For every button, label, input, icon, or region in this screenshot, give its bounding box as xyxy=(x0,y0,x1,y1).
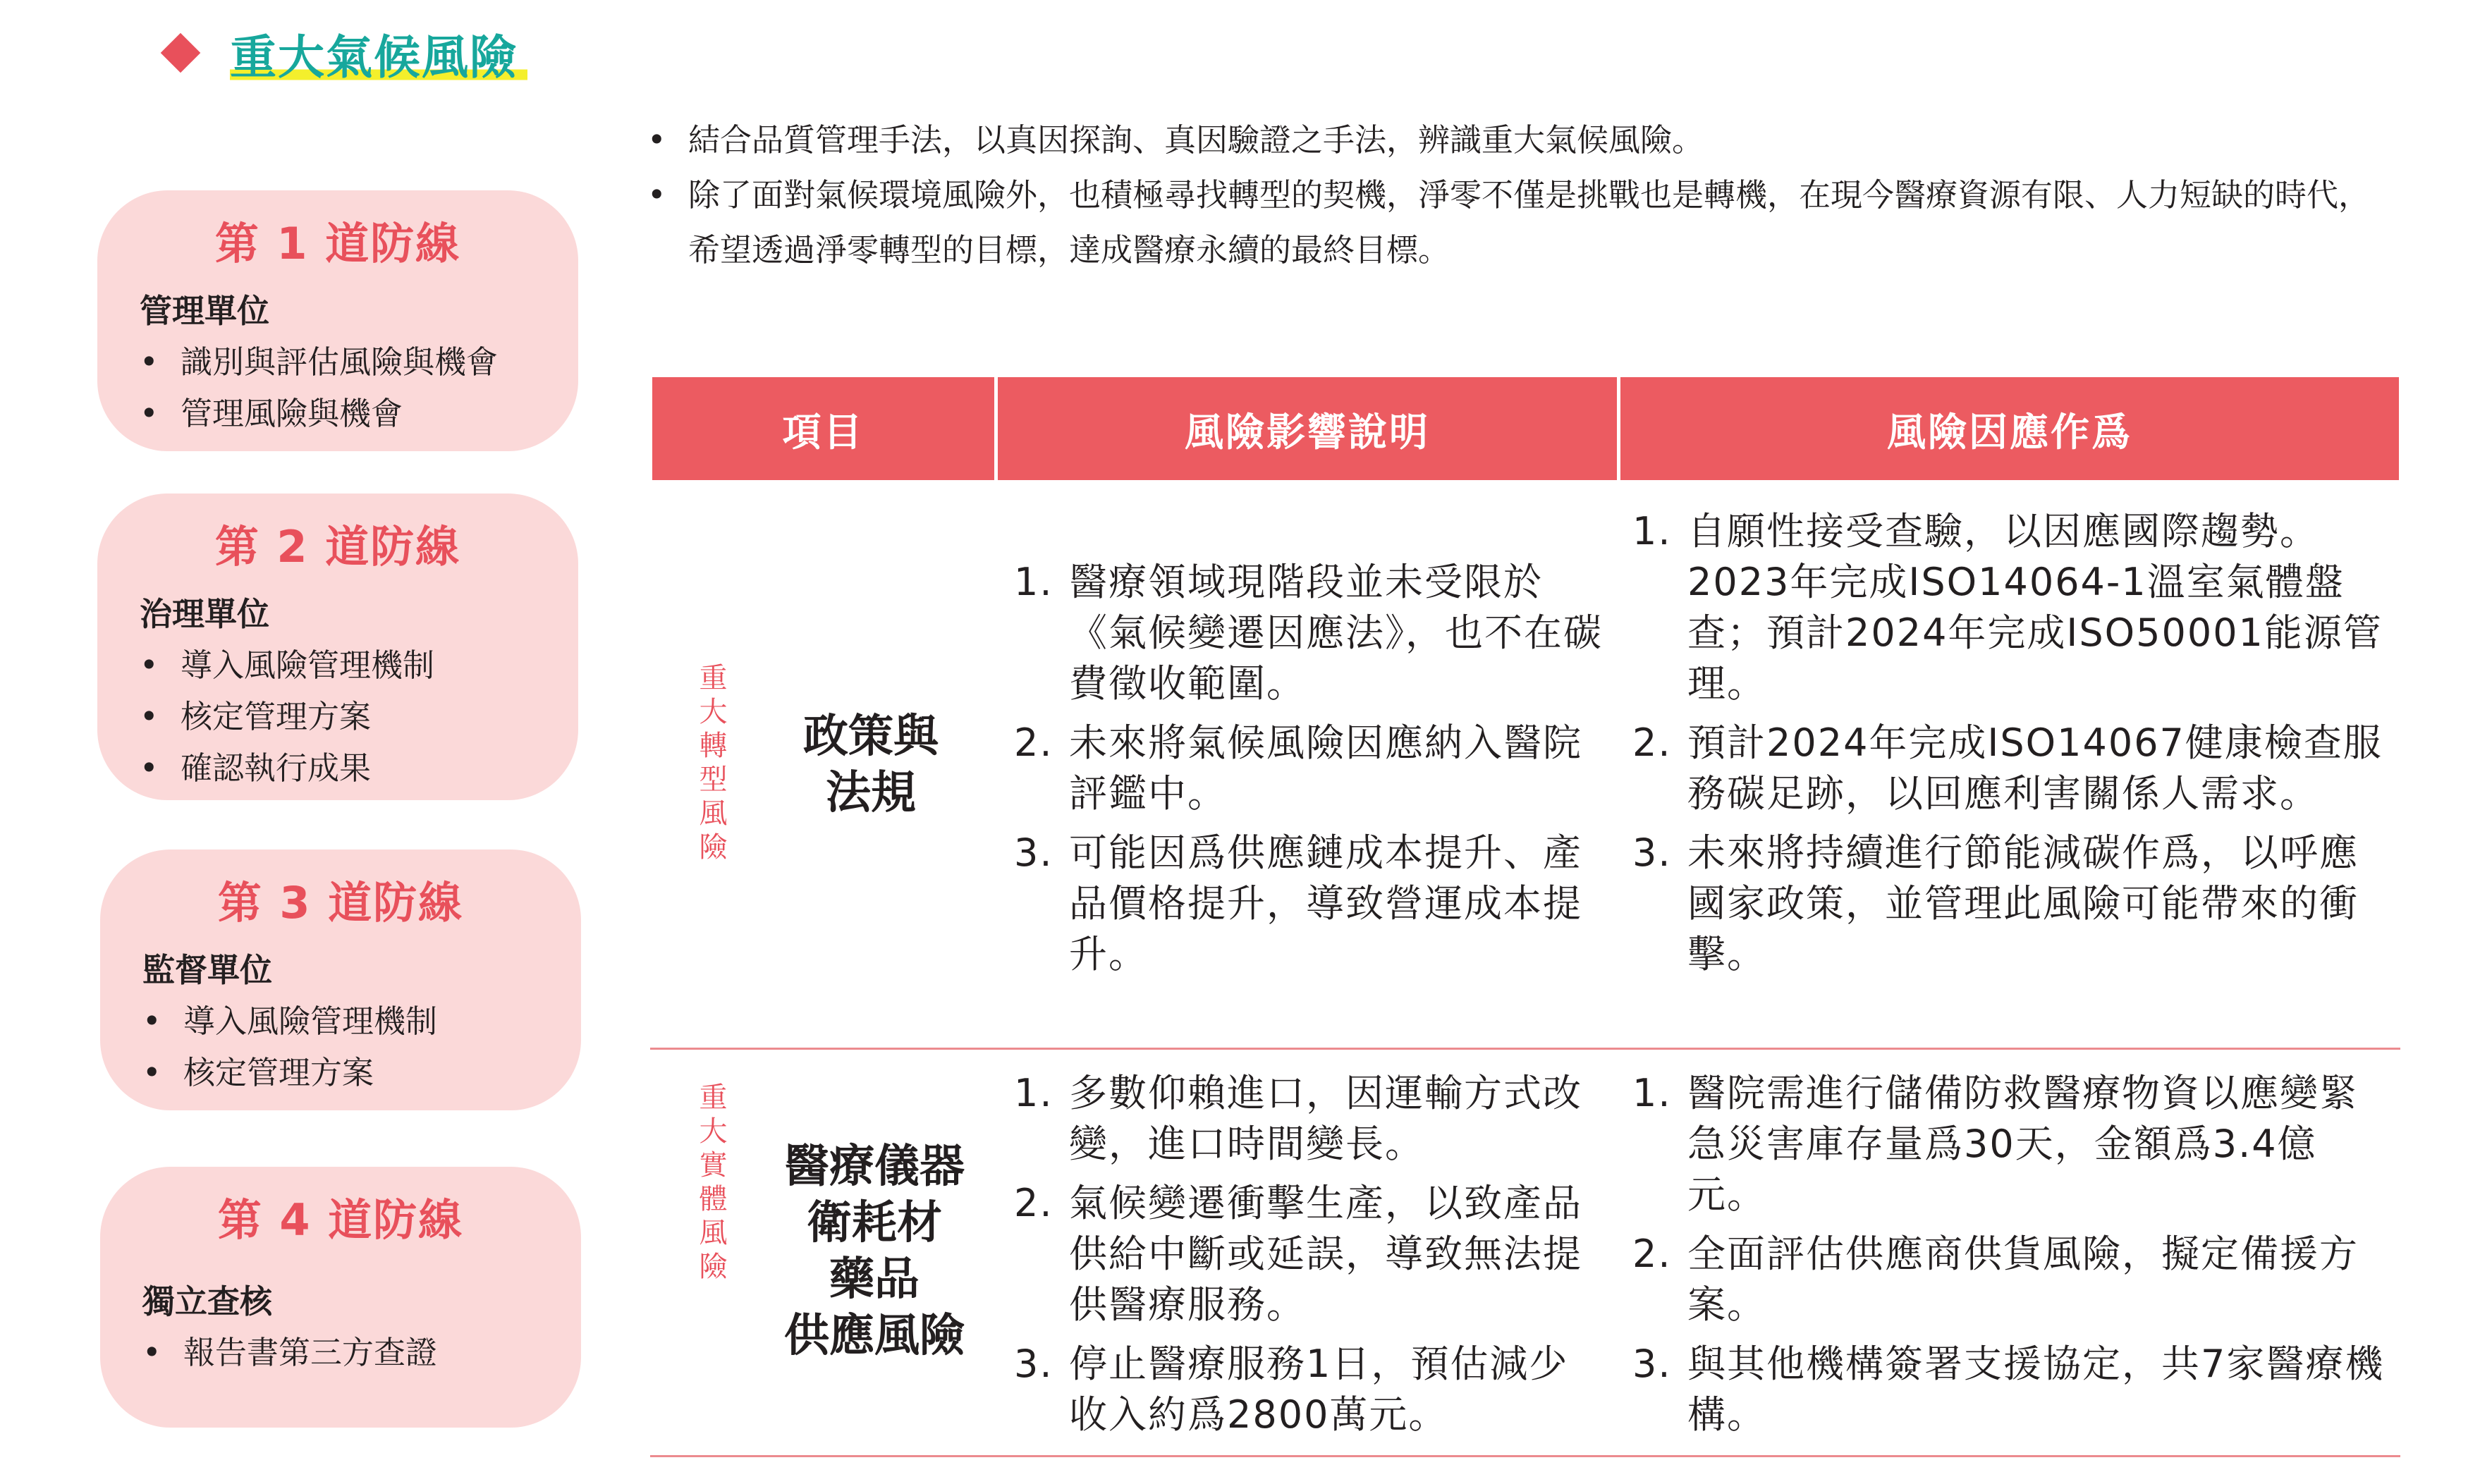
header-item: 項目 xyxy=(652,377,994,480)
row-item xyxy=(769,709,973,821)
diamond-icon xyxy=(161,33,201,73)
row-category: 重大轉型風險 xyxy=(695,663,727,866)
list-item: • 導入風險管理機制 xyxy=(142,995,581,1047)
defense-card-title: 第 1 道防線 xyxy=(214,218,461,269)
row-item-line: 藥品 xyxy=(829,1253,920,1306)
defense-card-title: 第 4 道防線 xyxy=(217,1194,464,1246)
list-item: • 導入風險管理機制 xyxy=(140,639,578,691)
row-item-line: 醫療儀器 xyxy=(784,1141,965,1193)
intro-item: • 結合品質管理手法，以真因探詢、真因驗證之手法，辨識重大氣候風險。 xyxy=(643,113,2392,168)
defense-card-unit: 獨立查核 xyxy=(142,1282,272,1320)
row-item xyxy=(762,1139,987,1364)
list-item: 2. 全面評估供應商供貨風險，擬定備援方案。 xyxy=(1632,1232,2359,1327)
table-header xyxy=(652,377,2399,480)
header-impact: 風險影響說明 xyxy=(998,377,1617,480)
list-item: 3. 停止醫療服務1日，預估減少收入約爲2800萬元。 xyxy=(1014,1342,1569,1437)
defense-card-unit: 管理單位 xyxy=(140,292,269,330)
defense-card-items xyxy=(142,1327,581,1378)
header-response: 風險因應作爲 xyxy=(1620,377,2399,480)
list-item: 1. 多數仰賴進口，因運輸方式改變，進口時間變長。 xyxy=(1014,1071,1582,1166)
list-item: 1. 自願性接受查驗，以因應國際趨勢。2023年完成ISO14064-1溫室氣體盤查；預計2024年完成ISO50001能源管理。 xyxy=(1632,509,2383,706)
row-divider xyxy=(650,1455,2400,1457)
intro-item: • 除了面對氣候環境風險外，也積極尋找轉型的契機，淨零不僅是挑戰也是轉機，在現今醫療資源有限、人力短缺的時代，希望透過淨零轉型的目標，達成醫療永續的最終目標。 xyxy=(643,168,2392,278)
row-divider xyxy=(650,1048,2400,1050)
impact-list xyxy=(1014,557,1606,988)
list-item: • 核定管理方案 xyxy=(142,1047,581,1098)
response-list xyxy=(1632,1068,2390,1449)
list-item: • 核定管理方案 xyxy=(140,691,578,742)
defense-card-unit: 監督單位 xyxy=(142,951,272,989)
row-item-line: 供應風險 xyxy=(784,1310,965,1362)
list-item: 1. 醫院需進行儲備防救醫療物資以應變緊急災害庫存量爲30天，金額爲3.4億元。 xyxy=(1632,1071,2359,1217)
defense-card-items xyxy=(142,995,581,1098)
row-item-line: 衛耗材 xyxy=(807,1197,942,1249)
defense-card-title: 第 3 道防線 xyxy=(217,877,464,928)
defense-card-title: 第 2 道防線 xyxy=(214,521,461,572)
response-list xyxy=(1632,506,2390,988)
list-item: 2. 預計2024年完成ISO14067健康檢查服務碳足跡，以回應利害關係人需求。 xyxy=(1632,720,2383,816)
page-title: 重大氣候風險 xyxy=(230,20,527,87)
list-item: • 識別與評估風險與機會 xyxy=(140,336,578,388)
defense-card-items xyxy=(140,336,578,439)
list-item: 1. 醫療領域現階段並未受限於《氣候變遷因應法》，也不在碳費徵收範圍。 xyxy=(1014,560,1603,706)
defense-card-2 xyxy=(97,493,578,800)
defense-card-unit: 治理單位 xyxy=(140,595,269,633)
list-item: 3. 未來將持續進行節能減碳作爲，以呼應國家政策，並管理此風險可能帶來的衝擊。 xyxy=(1632,830,2359,976)
list-item: • 報告書第三方查證 xyxy=(142,1327,581,1378)
list-item: 3. 可能因爲供應鏈成本提升、產品價格提升，導致營運成本提升。 xyxy=(1014,830,1582,976)
defense-card-items xyxy=(140,639,578,794)
row-category: 重大實體風險 xyxy=(695,1082,727,1285)
defense-card-4 xyxy=(100,1167,581,1428)
row-item-line: 政策與 xyxy=(803,711,939,763)
list-item: 2. 未來將氣候風險因應納入醫院評鑑中。 xyxy=(1014,720,1582,816)
intro-bullets xyxy=(643,113,2392,278)
defense-card-1 xyxy=(97,190,578,451)
list-item: 2. 氣候變遷衝擊生產，以致產品供給中斷或延誤，導致無法提供醫療服務。 xyxy=(1014,1181,1582,1327)
defense-card-3 xyxy=(100,850,581,1110)
list-item: 3. 與其他機構簽署支援協定，共7家醫療機構。 xyxy=(1632,1342,2385,1437)
impact-list xyxy=(1014,1068,1606,1449)
list-item: • 管理風險與機會 xyxy=(140,388,578,439)
row-item-line: 法規 xyxy=(826,767,916,819)
list-item: • 確認執行成果 xyxy=(140,742,578,794)
section-title xyxy=(161,21,527,85)
